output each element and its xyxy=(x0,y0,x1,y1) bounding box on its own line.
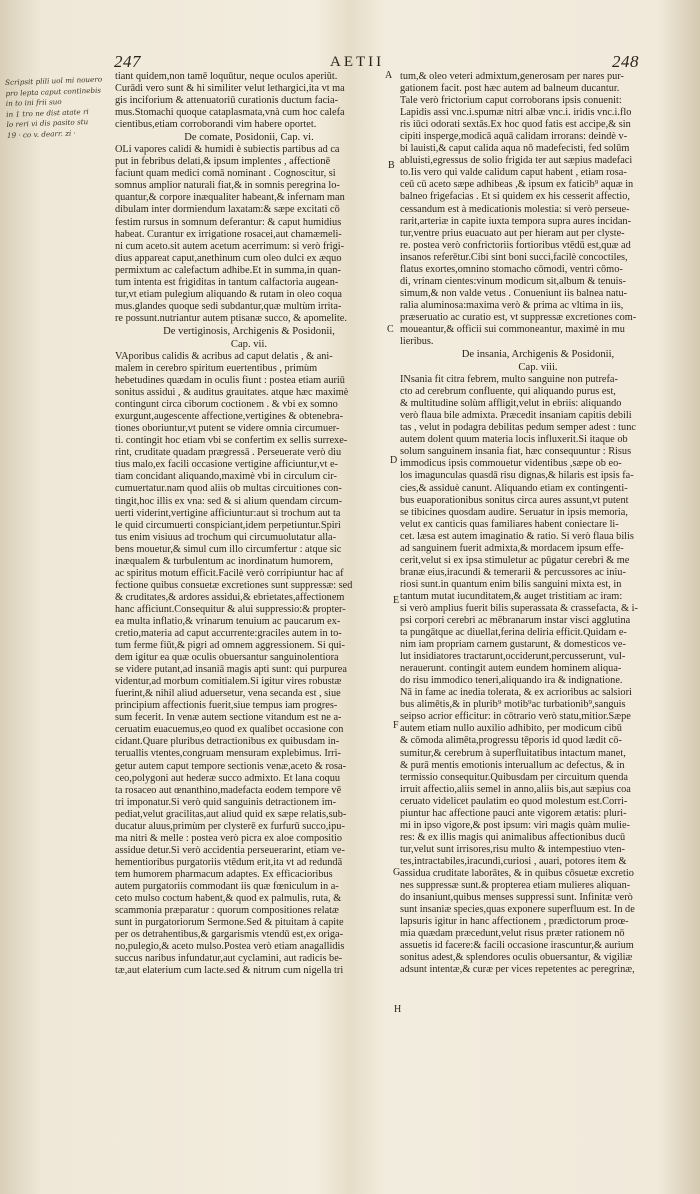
text-line: ceū cū aceto sæpe adhibeas ,& ipsum ex faticib⁹ aquæ in xyxy=(400,179,634,191)
chapter-heading: Cap. viii. xyxy=(518,362,558,374)
text-line: cessandum est à medicationis molestia: si verò perseue- xyxy=(400,203,630,215)
text-line: sum fecerit. In venæ autem sectione vitandum est ne a- xyxy=(115,712,342,724)
text-line: cientibus,etiam corroborandi vim habere oportet. xyxy=(115,119,317,131)
text-line: per os detrahentibus,& gargarismis vtendū est,ex origa- xyxy=(115,929,343,941)
text-line: tur,ventre prius euacuato aut per hieram aut per clyste- xyxy=(400,227,625,239)
text-line: flatus exortes,omnino stomacho cōmodi, ventri cōmo- xyxy=(400,263,623,275)
text-line: ni cum aceto.sit autem acetum acerrimum: si verò frigi- xyxy=(115,240,345,252)
text-line: mus.glandes quoque sedi subdantur,quæ multùm irrita- xyxy=(115,300,342,312)
text-line: ta rosaceo aut œnanthino,madefacta eodem tempore vē xyxy=(115,784,342,796)
text-line: uerti viderint,vertigine afficiuntur:aut si trochum aut ta xyxy=(115,507,341,519)
text-line: no,pulegio,& aceto mulso.Postea verò etiam anagallidis xyxy=(115,941,345,953)
text-line: fectione quibus consuetæ excretiones sunt suppressæ: sed xyxy=(115,579,353,591)
text-line: cretio,materia ad caput accurrente:graciles autem in to- xyxy=(115,628,342,640)
text-line: balneo frigefacias . Et si quidem ex his cesserit affectio, xyxy=(400,191,630,203)
text-line: inæqualem & turbulentum ac inordinatum humorem, xyxy=(115,555,333,567)
margin-note-line: in 1 tro ne dist atate ri xyxy=(6,106,89,119)
running-title: AETII xyxy=(330,54,385,70)
text-line: si verò amplius fuerit bilis superassata & crassefacta, & i- xyxy=(400,602,638,614)
text-line: getur autem caput tempore sectionis venæ,aceto & rosa- xyxy=(115,760,347,772)
text-line: sumitur,& cerebrum à superfluitatibus intactum manet, xyxy=(400,747,626,759)
text-line: sonitus adest,& splendores oculis obuersantur, & vigiliæ xyxy=(400,952,633,964)
text-line: bus euaporationibus sonitus circa aures assunt,vt putent xyxy=(400,494,629,506)
text-line: tas , velut in podagra debilitas pedum semper adest : tunc xyxy=(400,422,636,434)
text-line: seipso acrior efficitur: in cōtrario verò statu,mitior.Sæpe xyxy=(400,711,631,723)
text-line: verò flaua bile admixta. Præcedit insaniam capitis debili xyxy=(400,410,632,422)
text-line: ti. contingit hoc etiam vbi se confertim ex sellis surrexe- xyxy=(115,435,348,447)
side-letter: G xyxy=(393,867,401,878)
text-line: tes,intractabiles,iracundi,curiosi , auari, potores item & xyxy=(400,855,627,867)
text-line: ta pungātque ac diuellat,ferina deliria efficit.Quidam e- xyxy=(400,627,627,639)
text-line: le quid circumuerti conspiciant,idem perpetiuntur.Spiri xyxy=(115,519,341,531)
text-line: fuerint,& nihil aliud aduersetur, vena secanda est , siue xyxy=(115,688,341,700)
text-line: irruit affectio,aliis semel in anno,aliis bis,aut sæpius coa xyxy=(400,783,631,795)
text-line: tiam concidant aliquando,maximè vbi in circulum cir- xyxy=(115,471,337,483)
text-line: insanos referētur.Cibi sint boni succi,facilè concoctiles, xyxy=(400,251,628,263)
text-line: simum,& non valde vetus . Conueniunt iis balnea natu- xyxy=(400,287,628,299)
text-line: adsunt intentæ,& curæ per vices repetentes ac peregrinæ, xyxy=(400,964,635,976)
text-line: assidue detur.Si verò accidentia perseuerarint, etiam ve- xyxy=(115,844,345,856)
side-letter: H xyxy=(394,1004,402,1015)
text-line: cipiti insperge,modicā aquā calidam irrorans: deindè v- xyxy=(400,131,628,143)
text-line: festim rursus in somnum deferantur: & caput humidius xyxy=(115,216,342,228)
text-line: bi lauisti,& caput calida aqua nō madefecisti, fed solūm xyxy=(400,143,630,155)
text-line: faciunt quam medici comā nominant . Cognoscitur, si xyxy=(115,168,336,180)
text-line: autem purgatoriis commodant iis quæ fœniculum in a- xyxy=(115,881,339,892)
chapter-heading: De insania, Archigenis & Posidonii, xyxy=(461,349,615,361)
text-line: habeat. Curantur ex irrigatione rosacei,aut chamæmeli- xyxy=(115,228,342,240)
text-line: lapsuris igitur in hanc affectionem , prædictorum proœ- xyxy=(400,916,629,928)
margin-note-line: lo reri vi dis pasito stu xyxy=(6,117,89,129)
text-line: tur,vt etiam pulegium aliquando & rutam in oleo coqua xyxy=(115,288,342,300)
text-line: Curādi vero sunt & hi similiter velut lethargici,ita vt ma xyxy=(115,83,345,95)
text-line: tum ferme fiūt,& pigri ad omnem aggressionem. Si qui- xyxy=(115,640,345,652)
text-line: rint, cruditate quadam prægressā . Perseuerate verò diu xyxy=(115,447,342,459)
text-line: solum sanguinem insania fiat, hæc consequuntur : Risus xyxy=(400,446,632,458)
text-line: & cōmoda alimēta,progressu tēporis id quod lædit cō- xyxy=(400,735,622,747)
text-line: nes suppressæ sunt.& propterea etiam mulieres aliquan- xyxy=(400,880,631,892)
text-line: cies,& assiduè canunt. Aliquando etiam ex contingenti- xyxy=(400,482,628,494)
margin-note-line: 19 · co v. dearr. zi · xyxy=(6,128,76,140)
text-line: velut ex canticis quas familiares habent coniectare li- xyxy=(400,518,619,530)
text-line: res: & ex illis magis qui animalibus affectionibus ducū xyxy=(400,831,626,843)
text-line: cumuertatur.nam quod aliis ob multas circuitiones con- xyxy=(115,483,342,495)
text-line: tiant quidem,non tamē loquūtur, neque oculos aperiūt. xyxy=(115,71,338,82)
text-line: bens mouetur,& simul cum illo circumfertur : atque sic xyxy=(115,543,342,555)
text-line: ceruatim euacuemus,eo quod ex qualibet occasione con xyxy=(115,724,344,736)
text-line: piuntur hac affectione pauci ante vigorem ætatis: pluri- xyxy=(400,807,627,819)
handwritten-margin-note xyxy=(5,74,119,141)
side-letter: F xyxy=(393,720,399,731)
side-letter: A xyxy=(385,70,393,81)
text-line: malem in cerebro spiritum euertentibus , primùm xyxy=(115,362,318,374)
text-line: & cruditates,& ardores assidui,& ebrietates,affectionem xyxy=(115,591,345,603)
text-line: lut insidiatores tractarunt,occiderunt,percusserunt, vul- xyxy=(400,651,626,663)
text-line: & purā mentis emotionis interuallum ac defectus, & in xyxy=(400,759,625,771)
text-line: OLi vapores calidi & humidi è subiectis partibus ad ca xyxy=(115,144,340,156)
text-line: contingunt circa ciborum coctionem . & vbi ex somno xyxy=(115,399,338,411)
text-line: dibulam inter dormiendum laxatam:& sæpe excitati cō xyxy=(115,204,340,216)
text-line: tingit,hoc illis ex vna: sed & si alium quendam circum- xyxy=(115,495,343,507)
text-line: dem igitur ea quæ oculis obuersantur sanguinolentiora xyxy=(115,652,339,664)
text-line: ris iūci odorati sextās.Ex hoc quod fatis est accipe,& sin xyxy=(400,119,631,131)
side-letter: B xyxy=(388,160,395,171)
text-line: ac spiritus motum efficit.Facilè verò corripiuntur hac af xyxy=(115,567,344,579)
text-line: hementioribus purgatoriis vtēdum erit,ita vt ad redundā xyxy=(115,856,343,868)
text-line: immodicus ipsis commouetur videntibus ,sæpe ob eo- xyxy=(400,458,622,470)
text-line: do insaniunt,quibus menses suppressi sunt. Infinitæ verò xyxy=(400,892,633,904)
chapter-heading: De vertiginosis, Archigenis & Posidonii, xyxy=(163,325,335,337)
text-line: tem humorem pharmacum adaptes. Ex efficacioribus xyxy=(115,868,333,880)
text-line: Tale verò frictorium caput corroborans ipsis conuenit: xyxy=(400,95,622,107)
text-line: assuetis id facere:& facili occasione irascuntur,& aurium xyxy=(400,940,634,952)
text-line: cet. læsa est autem imaginatio & ratio. Si verò flaua bilis xyxy=(400,530,634,542)
text-line: tiones oboriuntur,vt putent se videre omnia circumuer- xyxy=(115,423,340,435)
text-line: tus enim visiuus ad trochum qui circumuolutatur alla- xyxy=(115,531,337,543)
text-line: INsania fit citra febrem, multo sanguine non putrefa- xyxy=(400,374,618,386)
text-line: tum,& oleo veteri admixtum,generosam per nares pur- xyxy=(400,71,624,82)
text-line: re possunt.nutriantur autem ptisanæ succo, & apomelite. xyxy=(115,312,347,324)
text-line: mia quædam præcedunt,velut risus præter rationem nō xyxy=(400,928,625,940)
text-line: tantum mutat iucunditatem,& auget tristitiam ac iram: xyxy=(400,590,623,602)
text-line: lieribus. xyxy=(400,336,434,348)
text-line: di, vrinam cientes:vinum modicum sit,album & tenuis- xyxy=(400,275,626,287)
text-line: cto ad cerebrum confluente, qui aliquando purus est, xyxy=(400,386,616,398)
margin-note-line: in to ini frii suo xyxy=(5,97,62,108)
text-line: ralia aluminosa:maxima verò & prima ac vltima in iis, xyxy=(400,299,624,311)
text-line: Nā in fame ac inedia tolerata, & ex acrioribus ac salsiori xyxy=(400,687,632,699)
text-line: se tibicines quosdam audire. Seruatur in ipsis memoria, xyxy=(400,506,628,518)
side-letter: E xyxy=(393,595,400,606)
text-line: mus.Stomachi quoque cataplasmata,vnà cum hoc calefa xyxy=(115,107,345,119)
text-line: moueantur,& officii sui commoneantur, maximè in mu xyxy=(400,323,625,335)
text-line: ducatur aluus,primùm per clysterē ex furfurū succo,ipu- xyxy=(115,820,345,832)
text-line: sunt insaniæ species,quas exponere superfluum est. In de xyxy=(400,904,635,916)
text-line: se videre putant,ad insaniā magis apti sunt: qui purpurea xyxy=(115,664,347,676)
text-line: psi corpori cerebri ac mēbranarum instar visci agglutina xyxy=(400,615,631,627)
margin-note-line: Scripsit plili uol mi nouero xyxy=(4,74,103,87)
text-line: gis inciforium & attenuatoriū curationis ductum facia- xyxy=(115,95,339,107)
text-line: los imagunculas quasdā risu dignas,& hilaris est ipsis fa- xyxy=(400,470,634,482)
text-line: autem etiam nullo auxilio adhibito, per modicum cibū xyxy=(400,723,622,735)
page-number-right: 248 xyxy=(612,52,639,71)
text-line: branæ eius,iracundi & temerarii & percussores ac iniu- xyxy=(400,566,626,578)
text-line: scammonia præparatur : quorum compositiones relatæ xyxy=(115,905,339,917)
text-line: nim iam propriam carnem gustarunt, & domesticos ve- xyxy=(400,639,626,651)
text-line: VAporibus calidis & acribus ad caput delatis , & ani- xyxy=(115,350,333,362)
right-text-column xyxy=(400,71,676,976)
text-line: re. postea verò confrictoriis fortioribus vtēdū est,quæ ad xyxy=(400,239,631,251)
text-line: videntur,ad morbum comitialem.Si igitur vires robustæ xyxy=(115,676,342,688)
text-line: cidant.Quare pluribus detractionibus ex quibusdam in- xyxy=(115,736,340,748)
text-line: quantur,& corpore inæqualiter habeant,& infernam man xyxy=(115,192,345,204)
text-line: Lapidis assi vnc.i.spumæ nitri albæ vnc.i. iridis vnc.i.flo xyxy=(400,107,632,119)
text-line: gationem facit. post hæc autem ad balneum ducantur. xyxy=(400,83,620,95)
text-line: hebetudines quædam in oculis fiunt : postea etiam auriū xyxy=(115,375,345,387)
text-line: succus naribus infundatur,aut cyclamini, aut radicis be- xyxy=(115,953,343,965)
text-line: termissio consequitur.Quibusdam per circuitum quenda xyxy=(400,771,628,783)
text-line: ceto mulso coctum habent,& quod ex palmulis, ruta, & xyxy=(115,893,342,905)
text-line: mi in ipso vigore,& post ipsum: viri magis quàm mulie- xyxy=(400,819,630,831)
text-line: teruallis vtentes,congruam mensuram explebimus. Irri- xyxy=(115,748,341,760)
text-line: ma nitri & melle : postea verò picra ex aloe compositio xyxy=(115,832,343,844)
text-line: nerauerunt. contingit autem eundem hominem aliqua- xyxy=(400,663,622,675)
text-line: riosi sunt.in quantum enim bilis sanguini mixta est, in xyxy=(400,578,622,590)
side-letter: C xyxy=(387,324,394,335)
text-line: principium affectionis fuerit,siue tempus iam progres- xyxy=(115,700,338,712)
text-line: ceo,polygoni aut hederæ succo admixto. Et lana coquu xyxy=(115,772,341,784)
text-line: & multitudine solùm affligit,velut in ebriis: aliquando xyxy=(400,398,622,410)
text-line: exurgunt,augescente affectione,vertigines & obtenebra- xyxy=(115,411,344,423)
side-letter: D xyxy=(390,455,398,466)
text-line: tæ,aut elaterium cum lacte.sed & nitrum cum nigella tri xyxy=(115,965,344,977)
text-line: pediat,velut gracilitas,aut aliud quid ex sæpe relatis,sub- xyxy=(115,808,347,820)
text-line: ad sanguinem fuerit admixta,& mordacem ipsum effe- xyxy=(400,542,624,554)
left-text-column xyxy=(115,71,383,977)
page-number-left: 247 xyxy=(114,52,141,71)
text-line: put in febribus delati,& ipsum implentes , affectionē xyxy=(115,156,331,168)
text-line: abluisti,egressus de solio frigida ter aut sæpius madefaci xyxy=(400,155,633,167)
text-line: ceruato videlicet paulatim eo quod molestum est.Corri- xyxy=(400,795,628,807)
text-line: somnus amplior naturali fiat,& in somnis peregrina lo- xyxy=(115,180,340,192)
text-line: tur,velut sunt irrisores,risu multo & intempestiuo vten- xyxy=(400,843,625,855)
text-line: to.Iis vero qui valde calidum caput habent , etiam rosa- xyxy=(400,167,627,179)
text-line: tri imponatur.Si verò quid sanguinis detractionem im- xyxy=(115,796,337,808)
text-line: tius malo,ex facili occasione vertigine afficiuntur,vt e- xyxy=(115,459,338,471)
text-line: dius appareat caput,anethinum cum oleo dulci ex æquo xyxy=(115,252,342,264)
text-line: sonitus assidui , & auditus grauitates. atque hæc maximè xyxy=(115,387,349,399)
text-line: bus alimētis,& in plurib⁹ motib⁹ac turbationib⁹,sanguis xyxy=(400,699,626,711)
chapter-heading: De comate, Posidonii, Cap. vi. xyxy=(184,132,314,144)
text-line: cerit,velut si ex ipsa stimuletur ac pūgatur cerebri & me xyxy=(400,554,630,566)
text-line: sunt in purgatoriorum Sermone.Sed & pituitam à capite xyxy=(115,917,344,929)
chapter-heading: Cap. vii. xyxy=(230,338,268,350)
text-line: rarit,arteriæ in capite iuxta tempora supra aures incidan- xyxy=(400,215,632,227)
text-line: hanc afficiunt.Consequitur & alui suppressio:& propter- xyxy=(115,603,346,615)
text-line: assidua cruditate laborātes, & in quibus cōsuetæ excretio xyxy=(400,868,634,879)
text-line: permixtum ac calefactum adhibe.Et in summa,in quan- xyxy=(115,264,341,276)
margin-note-line: pro lepta caput continebis xyxy=(5,85,102,98)
text-line: tum intenta est frigiditas in tantum calfactoria augean- xyxy=(115,276,339,288)
text-line: autem dolent quum materia locis influxerit.Si itaque ob xyxy=(400,434,628,446)
text-line: do risu immodico teneri,aliquando ira & indignatione. xyxy=(400,675,623,687)
text-line: præseruatio ac curatio est, vt suppressæ excretiones com- xyxy=(400,311,637,323)
text-line: ea multa inflatio,& vrinarum tenuium ac paucarum ex- xyxy=(115,615,341,627)
